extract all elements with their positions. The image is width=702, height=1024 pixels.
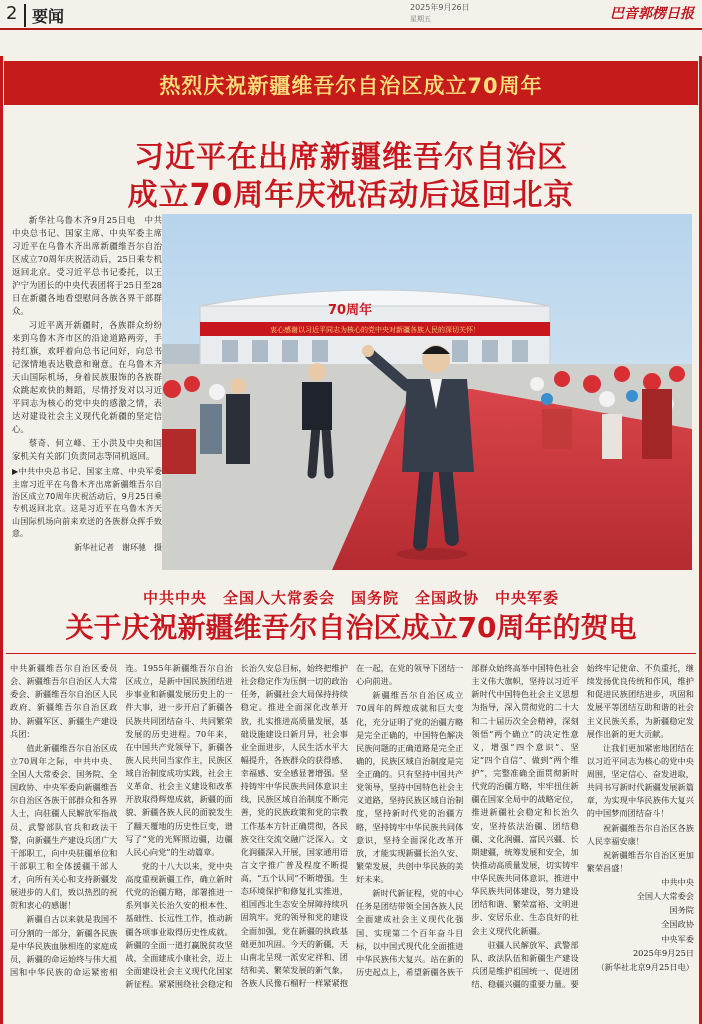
- signature-date: 2025年9月25日: [632, 947, 694, 958]
- issue-weekday: 星期五: [410, 15, 431, 23]
- congrats-senders: 中共中央 全国人大常委会 国务院 全国政协 中央军委: [142, 589, 559, 607]
- news-photo: [162, 214, 692, 570]
- paper-logo: 巴音郭楞日报: [610, 6, 694, 22]
- terminal-sign: 70周年: [328, 303, 373, 318]
- letter-paragraph: 让我们更加紧密地团结在以习近平同志为核心的党中央周围，坚定信心、奋发进取，共同书写新时代新疆发展新篇章，为实现中华民族伟大复兴的中国梦而团结奋斗！: [586, 742, 694, 819]
- terminal-banner: 衷心感谢以习近平同志为核心的党中央对新疆各族人民的深切关怀！: [270, 326, 480, 334]
- section-name: 要闻: [24, 4, 64, 27]
- masthead: [0, 0, 702, 30]
- congratulatory-letter: [10, 662, 694, 1014]
- lead-paragraph: 蔡奇、何立峰、王小洪及中央和国家机关有关部门负责同志等同机返回。: [12, 438, 162, 462]
- photo-credit: 新华社记者 谢环驰 摄: [74, 542, 162, 552]
- letter-paragraph: 党的十八大以来，党中央高度重视新疆工作，确立新时代党的治疆方略，部署推进一系列事关长治久安的根本性、基础性、长远性工作，推动新疆各项事业取得历史性成就。新疆的全面一道打赢脱贫攻坚战，全面建成小康社会，迈上全面建设社会主义现代化国家新征程。紧紧围绕社会稳定和长治久安总目标，始终把维护社会稳定作为压倒一切的政治任务，新疆社会大局保持持续稳定。推进全面深化改革开放，扎实推进高质量发展，基础设施建设日新月异，社会事业全面进步，人民生活水平大幅提升，各族群众的获得感、幸福感、安全感显著增强。坚持铸牢中华民族共同体意识主线，民族区域自治制度不断完善，党的民族政策和党的宗教工作基本方针正确贯彻，各民族交往交流交融广泛深入。文化润疆深入开展，国家通用语言文字推广普及程度不断提高，“五个认同”不断增强。生态环境保护和修复扎实推进，祖国西北生态安全屏障持续巩固筑牢。党的领导和党的建设全面加强，党在新疆的执政基础更加巩固。今天的新疆，天山南北呈现一派安定祥和、团结和美、繁荣发展的新气象，各族人民像石榴籽一样紧紧抱在一起，在党的领导下团结一心向前进。: [125, 663, 464, 989]
- letter-paragraph: 驻疆人民解放军、武警部队、政法队伍和新疆生产建设兵团是维护祖国统一、促进团结、稳疆兴疆的重要力量。要始终牢记使命、不负重托，继续发扬优良传统和作风，维护和促进民族团结进步，巩固和发展平等团结互助和谐的社会主义民族关系，为新疆稳定发展作出新的更大贡献。: [471, 663, 694, 989]
- letter-paragraph: 新时代新征程，党的中心任务是团结带领全国各族人民全面建成社会主义现代化强国、实现第二个百年奋斗目标，以中国式现代化全面推进中华民族伟大复兴。站在新的历史起点上，希望新疆各族干部群众始终高举中国特色社会主义伟大旗帜，坚持以习近平新时代中国特色社会主义思想为指导，深入贯彻党的二十大和二十届历次全会精神，深刻领悟“两个确立”的决定性意义，增强“四个意识”、坚定“四个自信”、做到“两个维护”，完整准确全面贯彻新时代党的治疆方略，牢牢扭住新疆在国家全局中的战略定位，推进新疆社会稳定和长治久安，坚持依法治疆、团结稳疆、文化润疆、富民兴疆、长期建疆，统筹发展和安全，加快推动高质量发展，切实铸牢中华民族共同体意识，推进中华民族共同体建设，努力建设团结和谐、繁荣富裕、文明进步、安居乐业、生态良好的社会主义现代化新疆。: [355, 663, 579, 977]
- signature-source: （新华社北京9月25日电）: [596, 961, 694, 972]
- letter-address: 中共新疆维吾尔自治区委员会、新疆维吾尔自治区人大常委会、新疆维吾尔自治区人民政府、新疆维吾尔自治区政协、新疆军区、新疆生产建设兵团：: [10, 663, 118, 739]
- banner-title: 热烈庆祝新疆维吾尔自治区成立70周年: [159, 74, 543, 98]
- page-number: 2: [6, 3, 18, 24]
- headline-line-1: 习近平在出席新疆维吾尔自治区: [134, 140, 568, 175]
- signature: 国务院: [669, 905, 694, 916]
- letter-cheer: 祝新疆维吾尔自治区更加繁荣昌盛！: [586, 849, 694, 873]
- signature: 全国政协: [661, 919, 694, 930]
- divider: [6, 653, 696, 654]
- congrats-title: 关于庆祝新疆维吾尔自治区成立70周年的贺电: [65, 611, 637, 644]
- headline-line-2: 成立70周年庆祝活动后返回北京: [127, 178, 575, 213]
- signature: 中共中央: [661, 877, 694, 887]
- top-banner: [4, 61, 698, 105]
- letter-paragraph: 值此新疆维吾尔自治区成立70周年之际，中共中央、全国人大常委会、国务院、全国政协、中央军委向新疆维吾尔自治区各族干部群众和各界人士，向驻疆人民解放军指战员、武警部队官兵和政法干警，向新疆生产建设兵团广大干部职工，向中央驻疆单位和干部职工和全体援疆干部人才，向所有关心和支持新疆发展进步的人们，致以热烈的祝贺和衷心的感谢！: [10, 742, 118, 911]
- letter-paragraph: 新疆维吾尔自治区成立70周年的辉煌成就和巨大变化，充分证明了党的治疆方略是完全正确的，中国特色解决民族问题的正确道路是完全正确的，民族区域自治制度是完全正确的。只有坚持中国共产党领导，坚持中国特色社会主义道路，坚持民族区域自治制度，坚持新时代党的治疆方略，坚持铸牢中华民族共同体意识，坚持全面深化改革开放，才能实现新疆长治久安、繁荣发展，共创中华民族的美好未来。: [355, 690, 464, 884]
- letter-paragraph: 新疆自古以来就是我国不可分割的一部分，新疆各民族是中华民族血脉相连的家庭成员，新疆的命运始终与伟大祖国和中华民族的命运紧密相连。1955年新疆维吾尔自治区成立，是新中国民族团结进步事业和新疆发展历史上的一件大事，进一步开启了新疆各民族共同团结奋斗、共同繁荣发展的历史进程。70年来，在中国共产党领导下，新疆各族人民共同当家作主，民族区域自治制度成功实践，社会主义革命、社会主义建设和改革开放取得辉煌成就，新疆的面貌、新疆各族人民的面貌发生了翻天覆地的历史性巨变，谱写了“党的光辉照边疆，边疆人民心向党”的生动篇章。: [10, 663, 233, 977]
- photo-caption: ▶中共中央总书记、国家主席、中央军委主席习近平在乌鲁木齐出席新疆维吾尔自治区成立70周年庆祝活动后，9月25日乘专机返回北京。这是习近平在乌鲁木齐天山国际机场向前来欢送的各族群众挥手致意。: [12, 467, 162, 539]
- letter-cheer: 祝新疆维吾尔自治区各族人民幸福安康！: [586, 822, 694, 846]
- signature: 全国人大常委会: [636, 891, 694, 902]
- lead-paragraph: 新华社乌鲁木齐9月25日电 中共中央总书记、国家主席、中央军委主席习近平在乌鲁木齐出席新疆维吾尔自治区成立70周年庆祝活动后，25日乘专机返回北京。受习近平总书记委托，以王沪宁为团长的中央代表团将于25日至28日在新疆各地看望慰问各族各界干部群众。: [12, 215, 162, 317]
- signature: 中央军委: [661, 933, 694, 944]
- lead-paragraph: 习近平离开新疆时，各族群众纷纷来到乌鲁木齐市区的沿途道路两旁，手持红旗，欢呼着向总书记问好，向总书记深情地表达敬意和谢意。在乌鲁木齐天山国际机场，身着民族服饰的各族群众跳起欢快的舞蹈，尽情抒发对以习近平同志为核心的党中央的感激之情，表达对建设社会主义现代化新疆的坚定信心。: [12, 320, 162, 435]
- issue-date: 2025年9月26日: [410, 3, 470, 12]
- lead-article: [12, 214, 162, 555]
